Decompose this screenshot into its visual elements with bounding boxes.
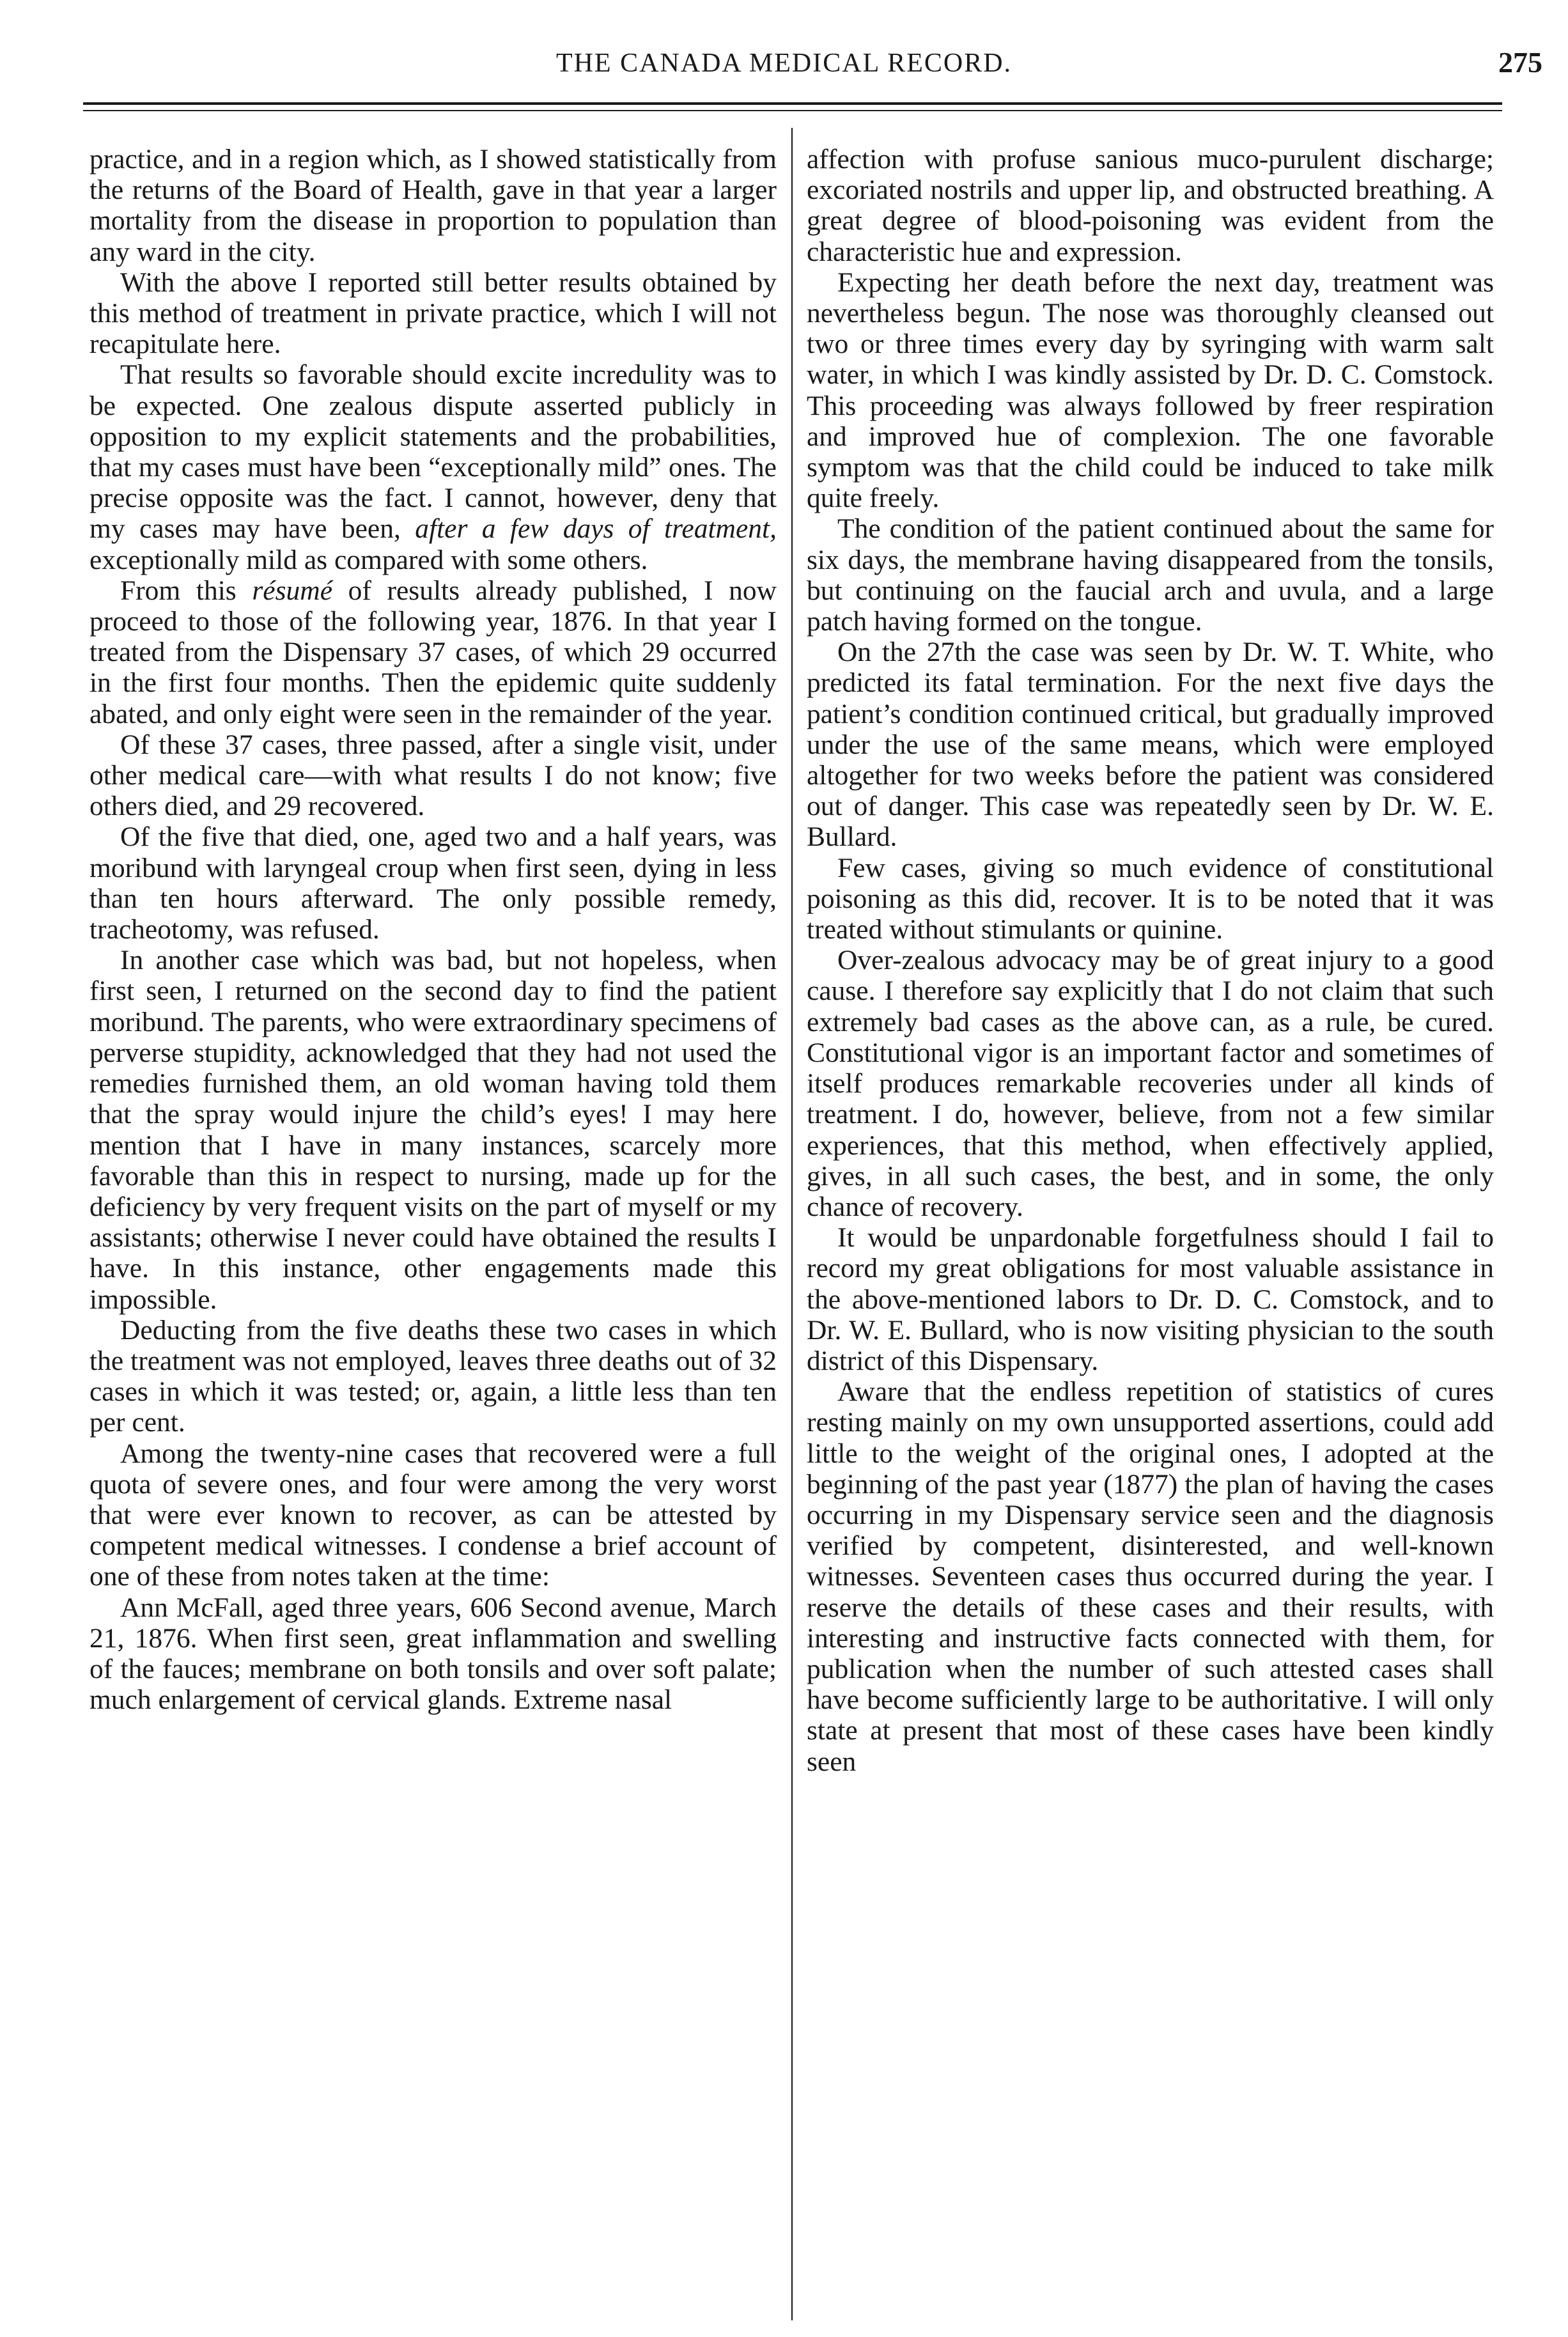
paragraph: Deducting from the five deaths these two cases in which the treatment was not employed, leaves three deaths out of 32 cases in which it was tested; or, again, a little less than ten per cent.	[89, 1314, 777, 1438]
paragraph: The condition of the patient continued about the same for six days, the membrane having disappeared from the tonsils, but continuing on the faucial arch and uvula, and a large patch having formed on the tongue.	[807, 513, 1494, 637]
paragraph: affection with profuse sanious muco-purulent discharge; excoriated nostrils and upper lip, and obstructed breathing. A great degree of blood-poisoning was evident from the characteristic hue and expression.	[807, 144, 1494, 267]
italic-phrase: after a few days of treatment,	[415, 513, 777, 545]
paragraph	[89, 575, 777, 729]
paragraph	[89, 359, 777, 575]
page-number: 275	[1498, 46, 1542, 79]
paragraph: Expecting her death before the next day, treatment was nevertheless begun. The nose was thoroughly cleansed out two or three times every day by syringing with warm salt water, in which I was kindly assisted by Dr. D. C. Comstock. This proceeding was always followed by freer respiration and improved hue of complexion. The one favorable symptom was that the child could be induced to take milk quite freely.	[807, 267, 1494, 514]
running-header	[0, 48, 1568, 93]
paragraph: Among the twenty-nine cases that recovered were a full quota of severe ones, and four were among the very worst that were ever known to recover, as can be attested by competent medical witnesses. I condense a brief account of one of these from notes taken at the time:	[89, 1438, 777, 1592]
left-column	[89, 144, 777, 1715]
header-rule-thin	[83, 110, 1502, 111]
paragraph-text: That results so favorable should excite incredulity was to be expected. One zealous dispute asserted publicly in opposition to my explicit statements and the probabilities, that my cases must have been “exceptionally mild” ones. The precise opposite was the fact. I cannot, however, deny that my cases may have been,	[89, 359, 777, 545]
column-divider	[791, 128, 793, 2320]
paragraph-text: I now proceed to those of the following year, 1876. In that year I treated from the Dispensary 37 cases, of which 29 occurred in the first four months. Then the epidemic quite suddenly abated, and only eight were seen in the remainder of the year.	[89, 575, 777, 729]
paragraph: It would be unpardonable forgetfulness should I fail to record my great obligations for most valuable assistance in the above-mentioned labors to Dr. D. C. Comstock, and to Dr. W. E. Bullard, who is now visiting physician to the south district of this Dispensary.	[807, 1222, 1494, 1376]
paragraph: practice, and in a region which, as I showed statistically from the returns of the Board of Health, gave in that year a larger mortality from the disease in proportion to population than any ward in the city.	[89, 144, 777, 267]
italic-word: résumé	[252, 575, 333, 606]
paragraph: With the above I reported still better results obtained by this method of treatment in private practice, which I will not recapitulate here.	[89, 267, 777, 360]
paragraph: In another case which was bad, but not hopeless, when first seen, I returned on the second day to find the patient moribund. The parents, who were extraordinary specimens of perverse stupidity, acknowledged that they had not used the remedies furnished them, an old woman having told them that the spray would injure the child’s eyes! I may here mention that I have in many instances, scarcely more favorable than this in respect to nursing, made up for the deficiency by very frequent visits on the part of myself or my assistants; otherwise I never could have obtained the results I have. In this instance, other engagements made this impossible.	[89, 945, 777, 1315]
paragraph: Few cases, giving so much evidence of constitutional poisoning as this did, recover. It is to be noted that it was treated without stimulants or quinine.	[807, 852, 1494, 945]
paragraph: Ann McFall, aged three years, 606 Second avenue, March 21, 1876. When first seen, great inflammation and swelling of the fauces; membrane on both tonsils and over soft palate; much enlargement of cervical glands. Extreme nasal	[89, 1592, 777, 1716]
paragraph: Over-zealous advocacy may be of great injury to a good cause. I therefore say explicitly that I do not claim that such extremely bad cases as the above can, as a rule, be cured. Constitutional vigor is an important factor and sometimes of itself produces remarkable recoveries under all kinds of treatment. I do, however, believe, from not a few similar experiences, that this method, when effectively applied, gives, in all such cases, the best, and in some, the only chance of recovery.	[807, 945, 1494, 1222]
paragraph: Of these 37 cases, three passed, after a single visit, under other medical care—with what results I do not know; five others died, and 29 recovered.	[89, 729, 777, 822]
paragraph: Of the five that died, one, aged two and a half years, was moribund with laryngeal croup when first seen, dying in less than ten hours afterward. The only possible remedy, tracheotomy, was refused.	[89, 821, 777, 945]
paragraph: Aware that the endless repetition of statistics of cures resting mainly on my own unsupported assertions, could add little to the weight of the original ones, I adopted at the beginning of the past year (1877) the plan of having the cases occurring in my Dispensary service seen and the diagnosis verified by competent, disinterested, and well-known witnesses. Seventeen cases thus occurred during the year. I reserve the details of these cases and their results, with interesting and instructive facts connected with them, for publication when the number of such attested cases shall have become sufficiently large to be authoritative. I will only state at present that most of these cases have been kindly seen	[807, 1376, 1494, 1777]
right-column	[807, 144, 1494, 1777]
paragraph-text: From this	[120, 575, 237, 606]
paragraph-text: exceptionally mild as compared with some others.	[89, 544, 648, 575]
journal-title: THE CANADA MEDICAL RECORD.	[555, 49, 1013, 78]
paragraph: On the 27th the case was seen by Dr. W. T. White, who predicted its fatal termination. For the next five days the patient’s condition continued critical, but gradually improved under the use of the same means, which were employed altogether for two weeks before the patient was considered out of danger. This case was repeatedly seen by Dr. W. E. Bullard.	[807, 637, 1494, 853]
paragraph-text: of results already published,	[348, 575, 688, 606]
header-rule-thick	[83, 102, 1502, 105]
